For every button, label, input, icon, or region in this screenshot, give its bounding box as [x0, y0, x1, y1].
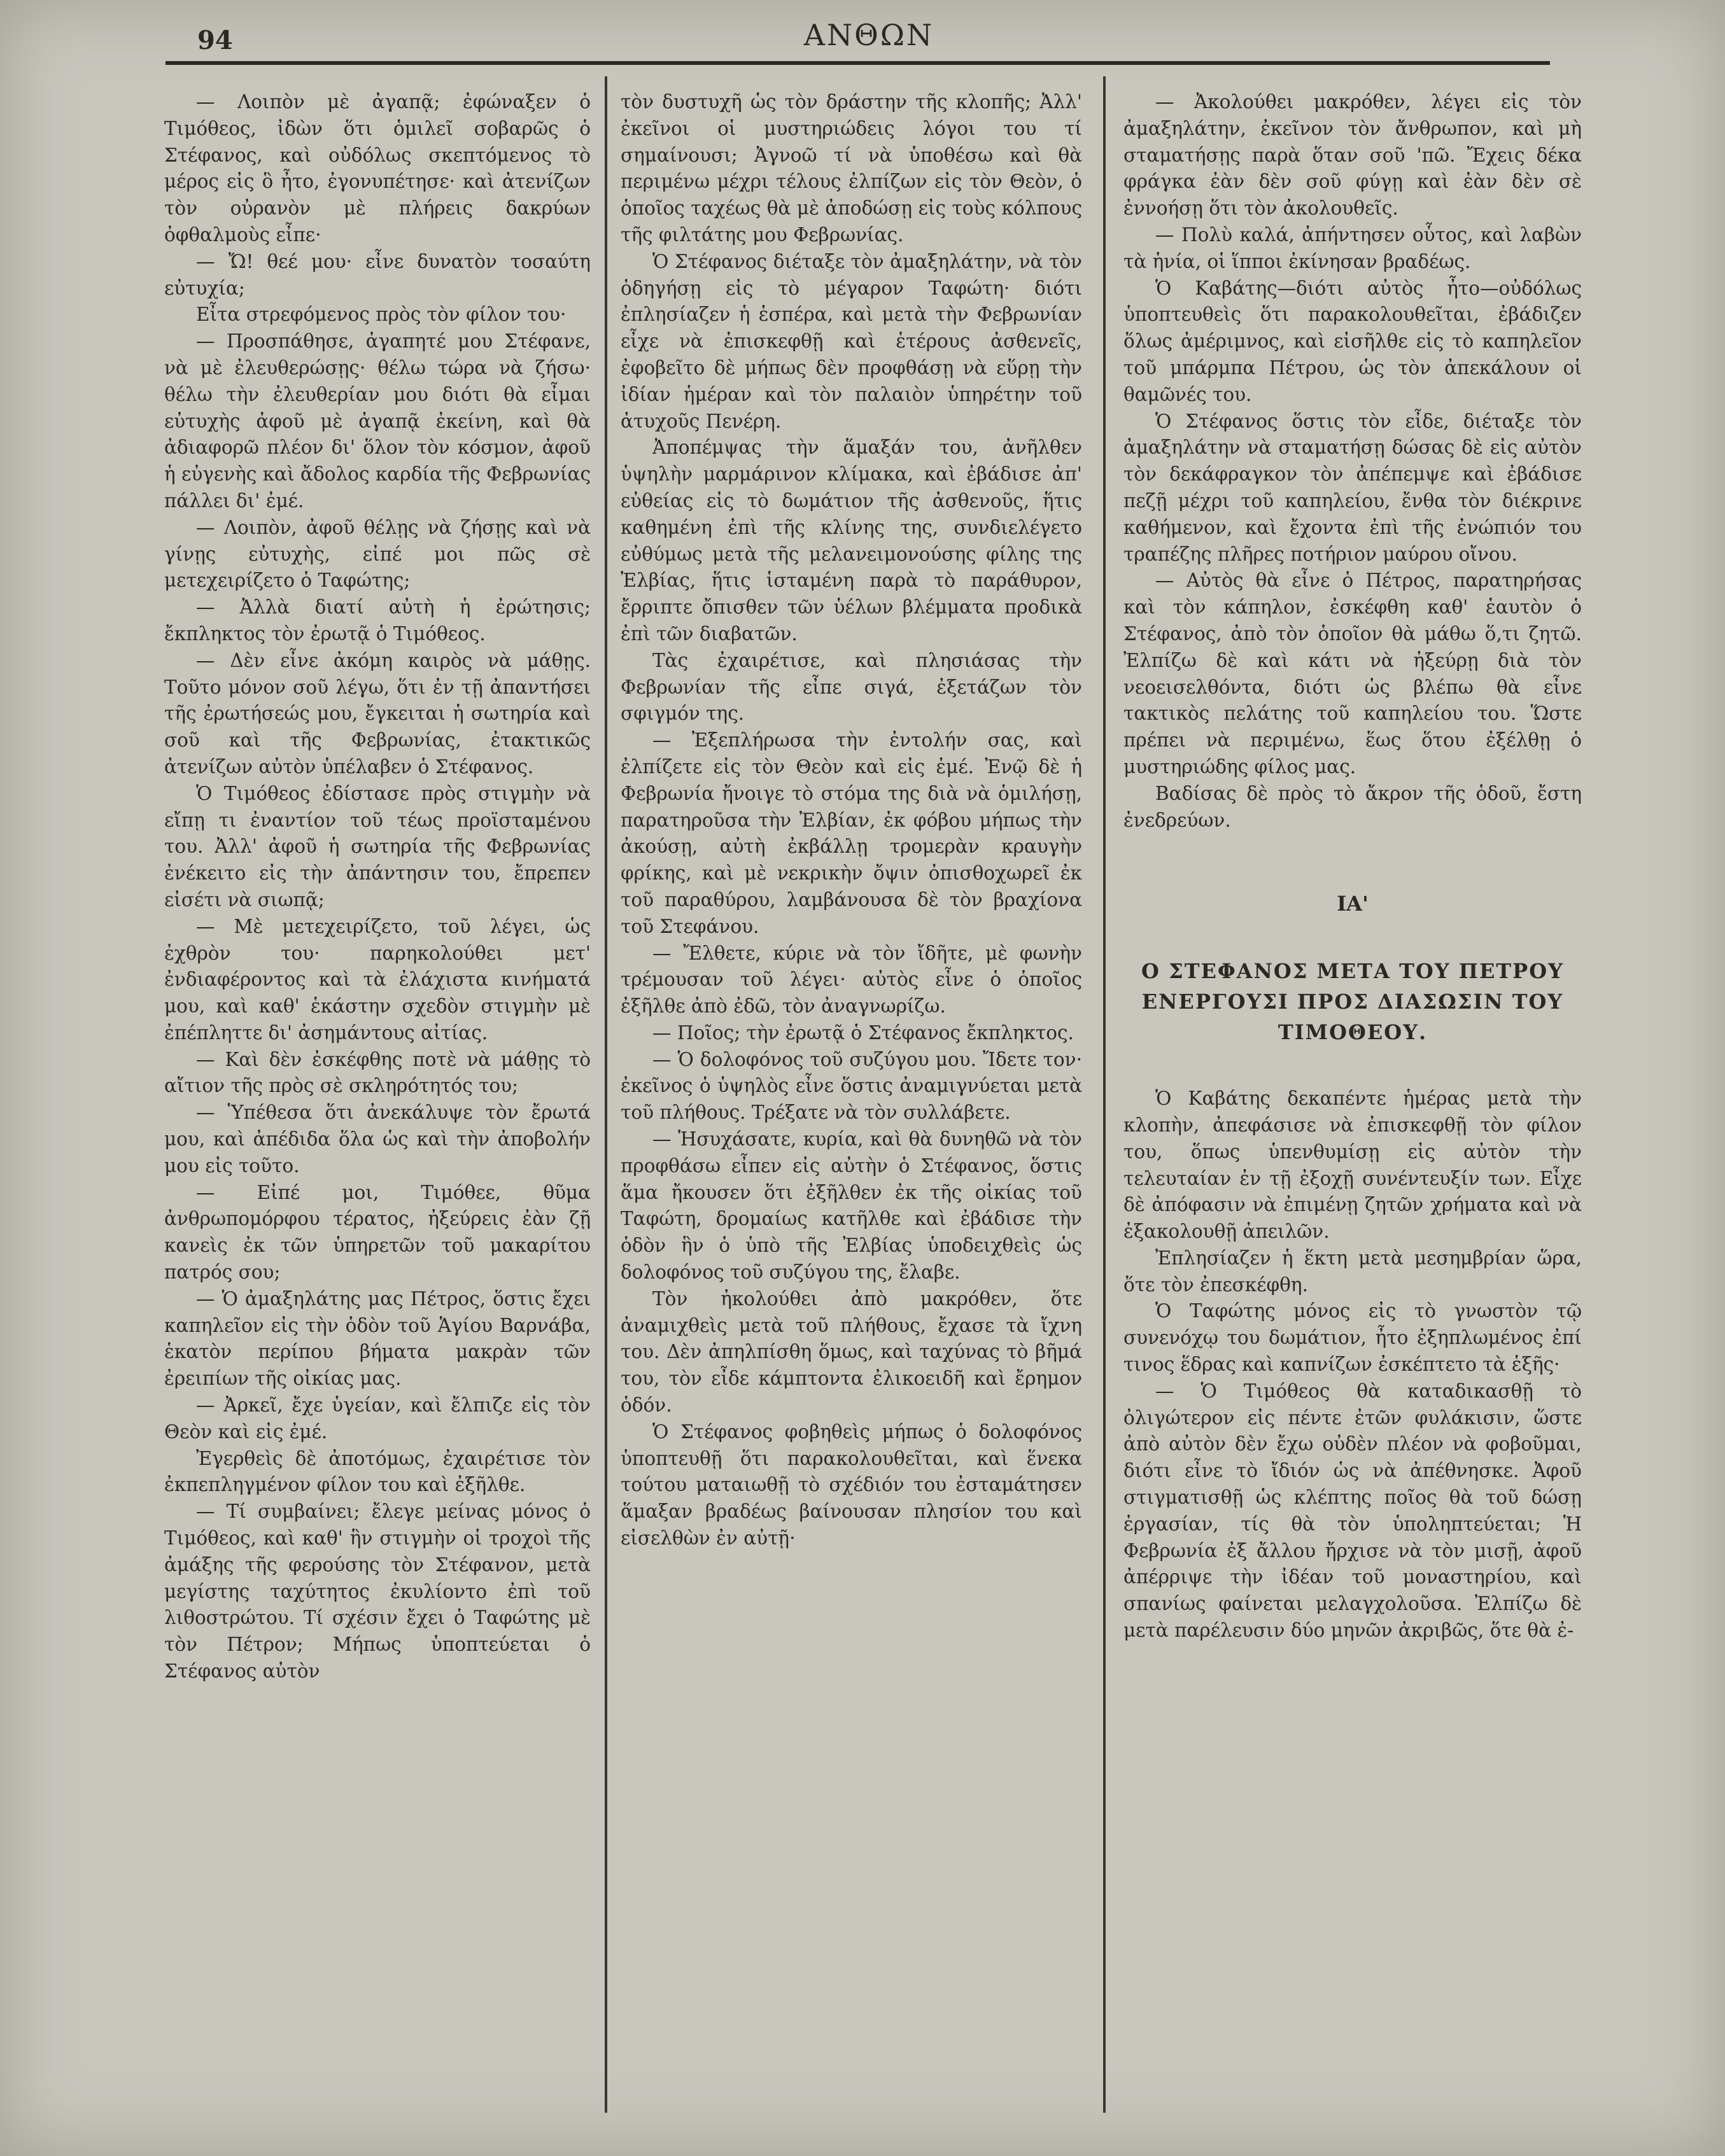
paragraph: Βαδίσας δὲ πρὸς τὸ ἄκρον τῆς ὁδοῦ, ἔστη ἐνεδρεύων. [1123, 782, 1582, 831]
header-rule [165, 61, 1550, 65]
paragraph: Ὁ Καβάτης δεκαπέντε ἡμέρας μετὰ τὴν κλοπὴν, ἀπεφάσισε νὰ ἐπισκεφθῇ τὸν φίλον του, ὅπως ὑπενθυμίσῃ εἰς αὐτὸν τὴν τελευταίαν ἐν τῇ ἐξοχῇ συνέντευξίν των. Εἶχε δὲ ἀπόφασιν νὰ ἐπιμένῃ ζητῶν χρήματα καὶ νὰ ἐξακολουθῇ ἀπειλῶν. [1123, 1088, 1582, 1243]
paragraph: Ὁ Τιμόθεος ἐδίστασε πρὸς στιγμὴν νὰ εἴπῃ τι ἐναντίον τοῦ τέως προϊσταμένου του. Ἀλλ' ἀφοῦ ἡ σωτηρία τῆς Φεβρωνίας ἐνέκειτο εἰς τὴν ἀπάντησιν του, ἔπρεπεν εἰσέτι νὰ σιωπᾷ; [164, 782, 591, 911]
paragraph: Ὁ Καβάτης—διότι αὐτὸς ἦτο—οὐδόλως ὑποπτευθεὶς ὅτι παρακολουθεῖται, ἐβάδιζεν ὅλως ἀμέριμνος, καὶ εἰσῆλθε εἰς τὸ καπηλεῖον τοῦ μπάρμπα Πέτρου, ὡς τὸν ἀπεκάλουν οἱ θαμῶνές του. [1123, 277, 1582, 405]
paragraph: — Ποῖος; τὴν ἐρωτᾷ ὁ Στέφανος ἔκπληκτος. [652, 1021, 1074, 1044]
paragraph: — Ὤ! θεέ μου· εἶνε δυνατὸν τοσαύτη εὐτυχία; [164, 250, 591, 299]
paragraph: Τὸν ἠκολούθει ἀπὸ μακρόθεν, ὅτε ἀναμιχθεὶς μετὰ τοῦ πλήθους, ἔχασε τὰ ἴχνη του. Δὲν ἀπηλπίσθη ὅμως, καὶ ταχύνας τὸ βῆμά του, τὸν εἶδε κάμπτοντα ἐλικοειδῆ καὶ ἔρημον ὁδόν. [621, 1287, 1082, 1417]
page-number: 94 [197, 25, 233, 55]
chapter-number: ΙΑ' [1337, 892, 1369, 916]
paragraph: Ἀποπέμψας τὴν ἅμαξάν του, ἀνῆλθεν ὑψηλὴν μαρμάρινον κλίμακα, καὶ ἐβάδισε ἀπ' εὐθείας εἰς τὸ δωμάτιον τῆς ἀσθενοῦς, ἥτις καθημένη ἐπὶ τῆς κλίνης της, συνδιελέγετο εὐθύμως μετὰ τῆς μελανειμονούσης φίλης της Ἐλβίας, ἥτις ἱσταμένη παρὰ τὸ παράθυρον, ἔρριπτε ὄπισθεν τῶν ὑέλων βλέμματα προδικὰ ἐπὶ τῶν διαβατῶν. [621, 437, 1082, 645]
paragraph: — Μὲ μετεχειρίζετο, τοῦ λέγει, ὡς ἐχθρὸν του· παρηκολούθει μετ' ἐνδιαφέροντος καὶ τὰ ἐλάχιστα κινήματά μου, καὶ καθ' ἑκάστην σχεδὸν στιγμὴν μὲ ἐπέπληττε δι' ἀσημάντους αἰτίας. [164, 915, 591, 1044]
running-title: ΑΝΘΩΝ [803, 18, 934, 52]
paragraph: — Ὁ ἀμαξηλάτης μας Πέτρος, ὅστις ἔχει καπηλεῖον εἰς τὴν ὁδὸν τοῦ Ἁγίου Βαρνάβα, ἑκατὸν περίπου βήματα μακρὰν τῶν ἐρειπίων τῆς οἰκίας μας. [164, 1287, 591, 1390]
paragraph: — Τί συμβαίνει; ἔλεγε μείνας μόνος ὁ Τιμόθεος, καὶ καθ' ἣν στιγμὴν οἱ τροχοὶ τῆς ἀμάξης τῆς φερούσης τὸν Στέφανον, μετὰ μεγίστης ταχύτητος ἐκυλίοντο ἐπὶ τοῦ λιθοστρώτου. Τί σχέσιν ἔχει ὁ Ταφώτης μὲ τὸν Πέτρον; Μήπως ὑποπτεύεται ὁ Στέφανος αὐτὸν [164, 1501, 591, 1683]
paragraph: — Εἰπέ μοι, Τιμόθεε, θῦμα ἀνθρωπομόρφου τέρατος, ἠξεύρεις ἐὰν ζῇ κανεὶς ἐκ τῶν ὑπηρετῶν τοῦ μακαρίτου πατρός σου; [164, 1181, 591, 1284]
paragraph: Ὁ Ταφώτης μόνος εἰς τὸ γνωστὸν τῷ συνενόχῳ του δωμάτιον, ἦτο ἐξηπλωμένος ἐπί τινος ἕδρας καὶ καπνίζων ἐσκέπτετο τὰ ἑξῆς· [1123, 1300, 1582, 1376]
paragraph: — Δὲν εἶνε ἀκόμη καιρὸς νὰ μάθῃς. Τοῦτο μόνον σοῦ λέγω, ὅτι ἐν τῇ ἀπαντήσει τῆς ἐρωτήσεώς μου, ἔγκειται ἡ σωτηρία καὶ σοῦ καὶ τῆς Φεβρωνίας, ἐτακτικῶς ἀτενίζων αὐτὸν ὑπέλαβεν ὁ Στέφανος. [164, 649, 591, 778]
paragraph: Τὰς ἐχαιρέτισε, καὶ πλησιάσας τὴν Φεβρωνίαν τῆς εἶπε σιγά, ἐξετάζων τὸν σφιγμόν της. [621, 649, 1082, 725]
text-column-1 [164, 89, 591, 2113]
paragraph: — Ἀρκεῖ, ἔχε ὑγείαν, καὶ ἔλπιζε εἰς τὸν Θεὸν καὶ εἰς ἐμέ. [164, 1394, 591, 1443]
paragraph: — Ἀλλὰ διατί αὐτὴ ἡ ἐρώτησις; ἔκπληκτος τὸν ἐρωτᾷ ὁ Τιμόθεος. [164, 596, 591, 645]
paragraph: Ὁ Στέφανος διέταξε τὸν ἀμαξηλάτην, νὰ τὸν ὁδηγήσῃ εἰς τὸ μέγαρον Ταφώτη· διότι ἐπλησίαζεν ἡ ἑσπέρα, καὶ μετὰ τὴν Φεβρωνίαν εἶχε νὰ ἐπισκεφθῇ καὶ ἑτέρους ἀσθενεῖς, ἐφοβεῖτο δὲ μήπως δὲν προφθάσῃ νὰ εὕρῃ τὴν ἰδίαν ἡμέραν καὶ τὸν παλαιὸν ὑπηρέτην τοῦ ἀτυχοῦς Πενέρη. [621, 250, 1082, 432]
paragraph: — Πολὺ καλά, ἀπήντησεν οὗτος, καὶ λαβὼν τὰ ἡνία, οἱ ἵπποι ἐκίνησαν βραδέως. [1123, 223, 1582, 272]
paragraph: Ἐπλησίαζεν ἡ ἕκτη μετὰ μεσημβρίαν ὥρα, ὅτε τὸν ἐπεσκέφθη. [1123, 1247, 1582, 1296]
text-column-2 [621, 89, 1082, 2113]
paragraph: — Καὶ δὲν ἐσκέφθης ποτὲ νὰ μάθῃς τὸ αἴτιον τῆς πρὸς σὲ σκληρότητός του; [164, 1048, 591, 1097]
paragraph: — Ὁ Τιμόθεος θὰ καταδικασθῇ τὸ ὀλιγώτερον εἰς πέντε ἐτῶν φυλάκισιν, ὥστε ἀπὸ αὐτὸν δὲν ἔχω οὐδὲν πλέον νὰ φοβοῦμαι, διότι εἶνε τὸ ἴδιόν ὡς νὰ ἀπέθνησκε. Ἀφοῦ στιγματισθῇ ὡς κλέπτης ποῖος θὰ τοῦ δώσῃ ἐργασίαν, τίς θὰ τὸν ὑποληπτεύεται; Ἡ Φεβρωνία ἐξ ἄλλου ἤρχισε νὰ τὸν μισῇ, ἀφοῦ ἀπέρριψε τὴν ἰδέαν τοῦ μοναστηρίου, καὶ σπανίως φαίνεται μελαγχολοῦσα. Ἐλπίζω δὲ μετὰ παρέλευσιν δύο μηνῶν ἀκριβῶς, ὅτε θὰ ἐ- [1123, 1380, 1582, 1642]
paragraph: Ὁ Στέφανος ὅστις τὸν εἶδε, διέταξε τὸν ἀμαξηλάτην νὰ σταματήσῃ δώσας δὲ εἰς αὐτὸν τὸν δεκάφραγκον τὸν ἀπέπεμψε καὶ ἐβάδισε πεζῇ μέχρι τοῦ καπηλείου, ἔνθα τὸν διέκρινε καθήμενον, καὶ ἔχοντα ἐπὶ τῆς ἐνώπιόν του τραπέζης πλῆρες ποτήριον μαύρου οἴνου. [1123, 410, 1582, 565]
paragraph: — Ἡσυχάσατε, κυρία, καὶ θὰ δυνηθῶ νὰ τὸν προφθάσω εἶπεν εἰς αὐτὴν ὁ Στέφανος, ὅστις ἅμα ἤκουσεν ὅτι ἐξῆλθεν ἐκ τῆς οἰκίας τοῦ Ταφώτη, δρομαίως κατῆλθε καὶ ἐβάδισε τὴν ὁδὸν ἣν ὁ ὑπὸ τῆς Ἐλβίας ὑποδειχθεὶς ὡς δολοφόνος τοῦ συζύγου της, ἔλαβε. [621, 1128, 1082, 1284]
chapter-title: Ο ΣΤΕΦΑΝΟΣ ΜΕΤΑ ΤΟΥ ΠΕΤΡΟΥ ΕΝΕΡΓΟΥΣΙ ΠΡΟΣ ΔΙΑΣΩΣΙΝ ΤΟΥ ΤΙΜΟΘΕΟΥ. [1141, 959, 1564, 1045]
text-column-3 [1123, 89, 1582, 2113]
page-header [191, 11, 1547, 62]
paragraph: — Αὐτὸς θὰ εἶνε ὁ Πέτρος, παρατηρήσας καὶ τὸν κάπηλον, ἐσκέφθη καθ' ἑαυτὸν ὁ Στέφανος, ἀπὸ τὸν ὁποῖον θὰ μάθω ὅ,τι ζητῶ. Ἐλπίζω δὲ καὶ κάτι νὰ ἠξεύρῃ διὰ τὸν νεοεισελθόντα, διότι ὡς βλέπω θὰ εἶνε τακτικὸς πελάτης τοῦ καπηλείου του. Ὥστε πρέπει νὰ περιμένω, ἕως ὅτου ἐξέλθῃ ὁ μυστηριώδης φίλος μας. [1123, 570, 1582, 778]
paragraph: — Προσπάθησε, ἀγαπητέ μου Στέφανε, νὰ μὲ ἐλευθερώσῃς· θέλω τώρα νὰ ζήσω· θέλω τὴν ἐλευθερίαν μου διότι θὰ εἶμαι εὐτυχὴς ἀφοῦ μὲ ἀγαπᾷ ἐκείνη, καὶ θὰ ἀδιαφορῶ πλέον δι' ὅλον τὸν κόσμον, ἀφοῦ ἡ εὐγενὴς καὶ ἄδολος καρδία τῆς Φεβρωνίας πάλλει δι' ἐμέ. [164, 330, 591, 512]
paragraph: — Ἀκολούθει μακρόθεν, λέγει εἰς τὸν ἀμαξηλάτην, ἐκεῖνον τὸν ἄνθρωπον, καὶ μὴ σταματήσῃς παρὰ ὅταν σοῦ 'πῶ. Ἔχεις δέκα φράγκα ἐὰν δὲν σοῦ φύγῃ καὶ ἐὰν δὲν σὲ ἐννοήσῃ ὅτι τὸν ἀκολουθεῖς. [1123, 91, 1582, 220]
paragraph: Ἐγερθεὶς δὲ ἀποτόμως, ἐχαιρέτισε τὸν ἐκπεπληγμένον φίλον του καὶ ἐξῆλθε. [164, 1447, 591, 1496]
paragraph: — Ἐξεπλήρωσα τὴν ἐντολήν σας, καὶ ἐλπίζετε εἰς τὸν Θεὸν καὶ εἰς ἐμέ. Ἐνῷ δὲ ἡ Φεβρωνία ἤνοιγε τὸ στόμα της διὰ νὰ ὁμιλήσῃ, παρατηροῦσα τὴν Ἐλβίαν, ἐκ φόβου μήπως τὴν ἀκούσῃ, αὐτὴ ἐκβάλλῃ τρομερὰν κραυγὴν φρίκης, καὶ μὲ νεκρικὴν ὄψιν ὀπισθοχωρεῖ ἐκ τοῦ παραθύρου, λαμβάνουσα δὲ τὸν βραχίονα τοῦ Στεφάνου. [621, 729, 1082, 937]
column-divider [1103, 76, 1106, 2113]
column-divider [605, 76, 607, 2113]
paragraph: — Ὑπέθεσα ὅτι ἀνεκάλυψε τὸν ἔρωτά μου, καὶ ἀπέδιδα ὅλα ὡς καὶ τὴν ἀποβολήν μου εἰς τοῦτο. [164, 1102, 591, 1177]
paragraph: Ὁ Στέφανος φοβηθεὶς μήπως ὁ δολοφόνος ὑποπτευθῇ ὅτι παρακολουθεῖται, καὶ ἕνεκα τούτου ματαιωθῇ τὸ σχέδιόν του ἐσταμάτησεν ἅμαξαν βραδέως βαίνουσαν πλησίον του καὶ εἰσελθὼν ἐν αὐτῇ· [621, 1420, 1082, 1550]
paragraph: Εἶτα στρεφόμενος πρὸς τὸν φίλον του· [196, 304, 567, 326]
paragraph: — Ἔλθετε, κύριε νὰ τὸν ἴδῆτε, μὲ φωνὴν τρέμουσαν τοῦ λέγει· αὐτὸς εἶνε ὁ ὁποῖος ἐξῆλθε ἀπὸ ἐδῶ, τὸν ἀναγνωρίζω. [621, 942, 1082, 1018]
paragraph: — Λοιπὸν μὲ ἀγαπᾷ; ἐφώναξεν ὁ Τιμόθεος, ἰδὼν ὅτι ὁμιλεῖ σοβαρῶς ὁ Στέφανος, καὶ οὐδόλως σκεπτόμενος τὸ μέρος εἰς ὃ ἦτο, ἐγονυπέτησε· καὶ ἀτενίζων τὸν οὐρανὸν μὲ πλήρεις δακρύων ὀφθαλμοὺς εἶπε· [164, 91, 591, 246]
paragraph: τὸν δυστυχῆ ὡς τὸν δράστην τῆς κλοπῆς; Ἀλλ' ἐκεῖνοι οἱ μυστηριώδεις λόγοι του τί σημαίνουσι; Ἀγνοῶ τί νὰ ὑποθέσω καὶ θὰ περιμένω μέχρι τέλους ἐλπίζων εἰς τὸν Θεὸν, ὁ ὁποῖος ταχέως θὰ μὲ ἀποδώσῃ εἰς τοὺς κόλπους τῆς φιλτάτης μου Φεβρωνίας. [621, 91, 1082, 246]
paragraph: — Λοιπὸν, ἀφοῦ θέλῃς νὰ ζήσῃς καὶ νὰ γίνῃς εὐτυχὴς, εἰπέ μοι πῶς σὲ μετεχειρίζετο ὁ Ταφώτης; [164, 516, 591, 592]
paragraph: — Ὁ δολοφόνος τοῦ συζύγου μου. Ἴδετε τον· ἐκεῖνος ὁ ὑψηλὸς εἶνε ὅστις ἀναμιγνύεται μετὰ τοῦ πλήθους. Τρέξατε νὰ τὸν συλλάβετε. [621, 1048, 1082, 1124]
